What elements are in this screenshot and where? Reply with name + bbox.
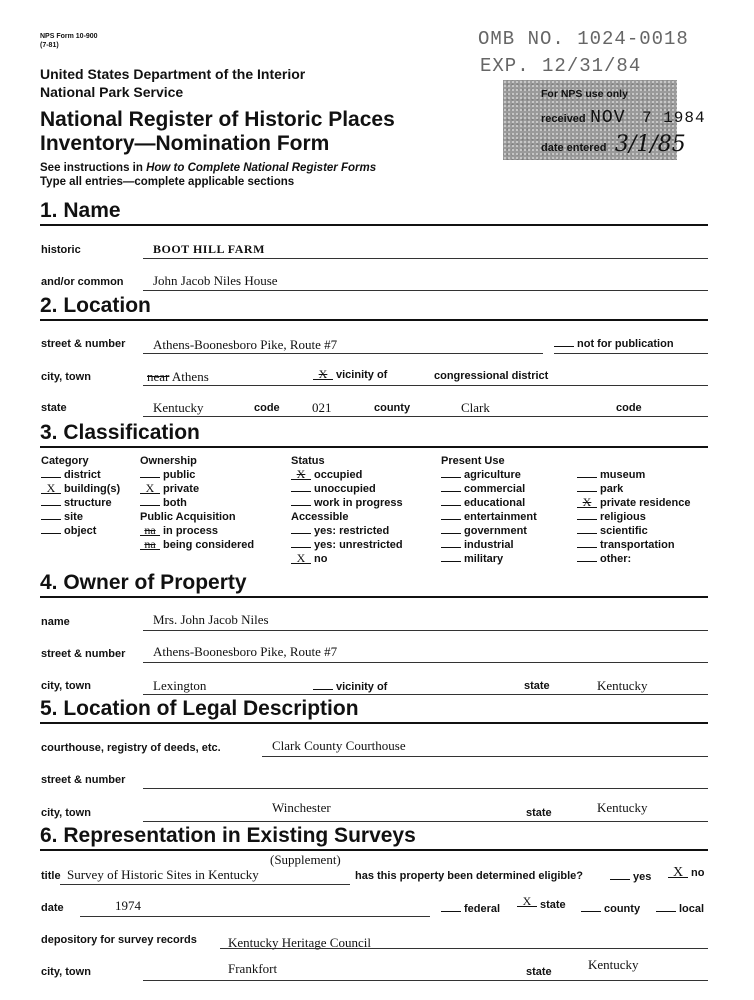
accessible-heading: Accessible — [291, 511, 349, 523]
category-mark: X — [41, 484, 61, 494]
instructions — [40, 162, 376, 174]
present-use-mark: X — [577, 498, 597, 508]
instructions-prefix: See instructions in — [40, 162, 147, 174]
nps-use-heading: For NPS use only — [541, 88, 628, 100]
acquisition-mark: na — [140, 540, 160, 550]
section6-rule — [40, 849, 708, 851]
category-item — [41, 496, 112, 510]
location-code-label: code — [254, 402, 280, 414]
category-item — [41, 482, 120, 496]
present-use-item — [441, 552, 503, 566]
status-label: unoccupied — [314, 483, 376, 495]
accessible-item — [291, 552, 327, 566]
eligible-yes-blank — [610, 870, 630, 880]
section3-rule — [40, 446, 708, 448]
present-use-mark — [441, 552, 461, 562]
not-for-publication-blank — [554, 337, 574, 347]
present-use-label: government — [464, 525, 527, 537]
present-use-label: scientific — [600, 525, 648, 537]
present-use-label: entertainment — [464, 511, 537, 523]
section5-title: 5. Location of Legal Description — [40, 697, 359, 720]
depository-label: depository for survey records — [41, 934, 197, 946]
owner-name-label: name — [41, 616, 70, 628]
acquisition-mark: na — [140, 526, 160, 536]
ownership-mark: X — [140, 484, 160, 494]
status-mark — [291, 482, 311, 492]
survey-state-mark: X — [517, 897, 537, 907]
agency: National Park Service — [40, 84, 184, 100]
status-item — [291, 468, 362, 482]
ownership-item — [140, 468, 195, 482]
survey-state-opt-label: state — [540, 899, 566, 911]
not-for-publication-label: not for publication — [577, 338, 674, 350]
present-use-item — [577, 510, 646, 524]
present-use-item — [441, 538, 514, 552]
present-use-label: religious — [600, 511, 646, 523]
present-use-mark — [577, 552, 597, 562]
present-use-item — [577, 524, 648, 538]
survey-supplement: (Supplement) — [270, 852, 341, 867]
legal-state-label: state — [526, 807, 552, 819]
survey-local — [656, 902, 704, 915]
location-state-label: state — [41, 402, 67, 414]
form-title-line2: Inventory—Nomination Form — [40, 132, 330, 155]
present-use-mark — [577, 510, 597, 520]
omb-number: OMB NO. 1024-0018 — [478, 28, 689, 50]
location-county-value: Clark — [461, 400, 490, 415]
owner-city-value: Lexington — [153, 678, 207, 693]
status-mark: X — [291, 470, 311, 480]
section2-rule — [40, 319, 708, 321]
category-mark — [41, 496, 61, 506]
entered-row — [541, 132, 686, 157]
acquisition-item — [140, 538, 254, 552]
received-label: received — [541, 113, 586, 125]
location-county-label: county — [374, 402, 411, 414]
location-street-label: street & number — [41, 338, 126, 350]
department: United States Department of the Interior — [40, 66, 306, 82]
accessible-label: yes: unrestricted — [314, 539, 403, 551]
present-use-mark — [441, 468, 461, 478]
acquisition-item — [140, 524, 218, 538]
category-mark — [41, 524, 61, 534]
section2-title: 2. Location — [40, 294, 151, 317]
historic-value: BOOT HILL FARM — [153, 242, 265, 256]
owner-street-value: Athens-Boonesboro Pike, Route #7 — [153, 644, 338, 659]
category-label: building(s) — [64, 483, 121, 495]
eligible-question: has this property been determined eligible? — [355, 870, 583, 882]
present-use-item — [577, 496, 691, 510]
city-struck-word: near — [147, 369, 170, 384]
eligible-no — [668, 867, 704, 879]
present-use-item — [577, 482, 623, 496]
status-label: occupied — [314, 469, 363, 481]
present-use-item — [441, 496, 525, 510]
accessible-label: yes: restricted — [314, 525, 390, 537]
category-label: district — [64, 469, 101, 481]
form-version: (7-81) — [40, 42, 59, 49]
owner-state-value: Kentucky — [597, 678, 648, 693]
accessible-item — [291, 538, 403, 552]
ownership-mark — [140, 468, 160, 478]
legal-city-line — [143, 821, 708, 822]
expiration-date: EXP. 12/31/84 — [480, 55, 642, 77]
accessible-mark — [291, 538, 311, 548]
form-number: NPS Form 10-900 — [40, 33, 98, 40]
present-use-item — [441, 482, 525, 496]
common-line — [143, 290, 708, 291]
owner-name-value: Mrs. John Jacob Niles — [153, 612, 269, 627]
form-title-line1: National Register of Historic Places — [40, 108, 395, 131]
owner-state-label: state — [524, 680, 550, 692]
ownership-item — [140, 482, 199, 496]
depository-value: Kentucky Heritage Council — [228, 935, 371, 950]
depository-line — [220, 948, 708, 949]
location-street-line2 — [554, 353, 708, 354]
survey-title-value: Survey of Historic Sites in Kentucky — [67, 867, 259, 882]
category-heading: Category — [41, 455, 89, 467]
entered-label: date entered — [541, 142, 607, 154]
present-use-mark — [441, 496, 461, 506]
owner-city-line — [143, 694, 708, 695]
category-label: object — [64, 525, 97, 537]
present-use-item — [577, 538, 675, 552]
survey-date-label: date — [41, 902, 64, 914]
status-item — [291, 482, 376, 496]
location-state-value: Kentucky — [153, 400, 204, 415]
present-use-item — [441, 510, 537, 524]
present-use-item — [441, 468, 521, 482]
accessible-mark — [291, 524, 311, 534]
courthouse-line — [262, 756, 708, 757]
survey-date-value: 1974 — [115, 898, 141, 913]
acquisition-heading: Public Acquisition — [140, 511, 236, 523]
common-value: John Jacob Niles House — [153, 273, 278, 288]
category-item — [41, 468, 101, 482]
historic-label: historic — [41, 244, 81, 256]
entered-value: 3/1/85 — [614, 132, 686, 157]
owner-city-label: city, town — [41, 680, 91, 692]
not-for-publication — [554, 337, 674, 350]
survey-federal-blank — [441, 902, 461, 912]
present-use-item — [577, 552, 631, 566]
congress-label: congressional district — [434, 370, 549, 382]
survey-city-label: city, town — [41, 966, 91, 978]
legal-street-line — [143, 788, 708, 789]
section1-title: 1. Name — [40, 199, 121, 222]
survey-title-line — [60, 884, 350, 885]
present-use-label: private residence — [600, 497, 691, 509]
status-mark — [291, 496, 311, 506]
eligible-no-label: no — [691, 867, 705, 879]
vicinity-label: vicinity of — [336, 369, 388, 381]
historic-line — [143, 258, 708, 259]
common-label: and/or common — [41, 276, 124, 288]
eligible-yes — [610, 870, 651, 883]
location-city-line — [143, 385, 708, 386]
survey-state-value: Kentucky — [588, 957, 639, 972]
present-use-label: other: — [600, 553, 632, 565]
owner-vicinity-label: vicinity of — [336, 681, 388, 693]
present-use-item — [577, 468, 645, 482]
present-use-label: museum — [600, 469, 646, 481]
category-label: site — [64, 511, 83, 523]
ownership-label: both — [163, 497, 187, 509]
location-street-value: Athens-Boonesboro Pike, Route #7 — [153, 337, 338, 352]
survey-date-line — [80, 916, 430, 917]
vicinity-mark: X — [313, 370, 333, 380]
survey-title-label: title — [41, 870, 61, 882]
present-use-label: military — [464, 553, 504, 565]
accessible-item — [291, 524, 389, 538]
section4-rule — [40, 596, 708, 598]
received-row — [541, 108, 706, 128]
accessible-mark: X — [291, 554, 311, 564]
section4-title: 4. Owner of Property — [40, 571, 247, 594]
status-heading: Status — [291, 455, 325, 467]
received-month: NOV — [590, 108, 626, 128]
ownership-label: public — [163, 469, 196, 481]
survey-local-label: local — [679, 903, 705, 915]
survey-county — [581, 902, 640, 915]
present-use-mark — [577, 482, 597, 492]
location-city-value — [147, 369, 209, 385]
survey-federal-label: federal — [464, 903, 501, 915]
present-use-heading: Present Use — [441, 455, 505, 467]
location-street-line — [143, 353, 543, 354]
owner-name-line — [143, 630, 708, 631]
courthouse-label: courthouse, registry of deeds, etc. — [41, 742, 221, 754]
legal-city-label: city, town — [41, 807, 91, 819]
present-use-label: agriculture — [464, 469, 521, 481]
present-use-mark — [441, 482, 461, 492]
owner-vicinity — [313, 680, 387, 693]
status-item — [291, 496, 403, 510]
status-label: work in progress — [314, 497, 403, 509]
section1-rule — [40, 224, 708, 226]
survey-county-blank — [581, 902, 601, 912]
survey-state-opt — [517, 894, 566, 911]
survey-county-label: county — [604, 903, 641, 915]
section3-title: 3. Classification — [40, 421, 200, 444]
acquisition-label: being considered — [163, 539, 255, 551]
present-use-label: educational — [464, 497, 526, 509]
instructions-line2: Type all entries—complete applicable sections — [40, 176, 295, 188]
category-label: structure — [64, 497, 112, 509]
section6-title: 6. Representation in Existing Surveys — [40, 824, 416, 847]
present-use-label: transportation — [600, 539, 675, 551]
location-code2-label: code — [616, 402, 642, 414]
present-use-mark — [441, 524, 461, 534]
category-item — [41, 524, 96, 538]
location-code-value: 021 — [312, 400, 332, 415]
owner-vicinity-blank — [313, 680, 333, 690]
ownership-heading: Ownership — [140, 455, 197, 467]
category-mark — [41, 468, 61, 478]
section5-rule — [40, 722, 708, 724]
owner-street-label: street & number — [41, 648, 126, 660]
eligible-yes-label: yes — [633, 871, 652, 883]
present-use-mark — [577, 468, 597, 478]
legal-street-label: street & number — [41, 774, 126, 786]
location-city-label: city, town — [41, 371, 91, 383]
owner-street-line — [143, 662, 708, 663]
present-use-mark — [577, 524, 597, 534]
category-item — [41, 510, 83, 524]
instructions-title: How to Complete National Register Forms — [146, 162, 377, 174]
acquisition-label: in process — [163, 525, 219, 537]
legal-city-value: Winchester — [272, 800, 331, 815]
present-use-label: park — [600, 483, 624, 495]
courthouse-value: Clark County Courthouse — [272, 738, 406, 753]
eligible-no-mark: X — [668, 868, 688, 878]
ownership-mark — [140, 496, 160, 506]
present-use-item — [441, 524, 527, 538]
city-name: Athens — [171, 369, 209, 384]
location-state-line — [143, 416, 708, 417]
ownership-item — [140, 496, 187, 510]
category-mark — [41, 510, 61, 520]
survey-local-blank — [656, 902, 676, 912]
survey-federal — [441, 902, 500, 915]
present-use-mark — [441, 510, 461, 520]
survey-city-line — [143, 980, 708, 981]
ownership-label: private — [163, 483, 200, 495]
present-use-label: industrial — [464, 539, 514, 551]
vicinity-field — [313, 369, 387, 381]
survey-city-value: Frankfort — [228, 961, 278, 976]
present-use-mark — [577, 538, 597, 548]
received-day-year: 7 1984 — [641, 109, 706, 127]
present-use-label: commercial — [464, 483, 526, 495]
accessible-label: no — [314, 553, 328, 565]
present-use-mark — [441, 538, 461, 548]
legal-state-value: Kentucky — [597, 800, 648, 815]
survey-state-label: state — [526, 966, 552, 978]
